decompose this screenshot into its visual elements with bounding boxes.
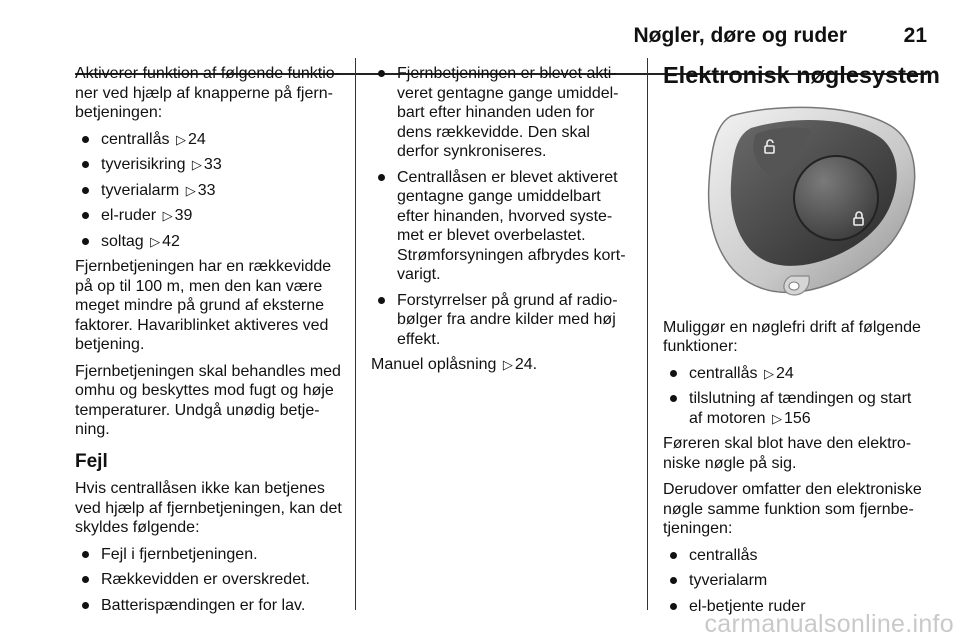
list-item: el-ruder ▷ 39	[75, 206, 347, 226]
arrow-ref-icon: ▷	[150, 233, 161, 249]
electronic-key-illustration	[691, 98, 941, 298]
arrow-ref-icon: ▷	[175, 131, 186, 147]
arrow-ref-icon: ▷	[162, 208, 173, 223]
bullet-icon	[82, 212, 89, 219]
bullet-icon	[378, 297, 385, 304]
arrow-ref-icon: ▷	[191, 157, 202, 172]
list-item: tilslutning af tændingen og start af motoren ▷ 156	[663, 389, 925, 428]
arrow-ref-icon: ▷	[502, 357, 513, 372]
bullet-icon	[82, 136, 89, 143]
bullet-icon	[670, 395, 677, 402]
driver-text: Føreren skal blot have den elektro-niske nøgle på sig.	[663, 435, 912, 472]
bullet-icon	[82, 602, 89, 609]
range-text: Fjernbetjeningen har en rækkevidde på op til 100 m, men den kan være meget mindre på grund af eksterne faktorer. Havariblinket aktiveres ved betjening.	[75, 258, 332, 353]
arrow-ref-icon: ▷	[771, 410, 782, 426]
bullet-icon	[378, 174, 385, 181]
column-2	[371, 64, 633, 382]
list-item: soltag ▷ 42	[75, 232, 347, 252]
function-list	[75, 130, 347, 252]
arrow-ref-icon: ▷	[185, 182, 196, 198]
column-divider-1	[355, 58, 356, 610]
list-item: tyverialarm	[663, 571, 925, 591]
fault-heading: Fejl	[75, 450, 108, 472]
list-item: Rækkevidden er overskredet.	[75, 570, 347, 590]
bullet-icon	[670, 603, 677, 610]
page-ref-link[interactable]: 42	[162, 232, 180, 250]
list-item: Fejl i fjernbetjeningen.	[75, 545, 347, 565]
page-header	[0, 24, 927, 52]
page-ref-link[interactable]: 33	[197, 181, 216, 199]
section-title: Elektronisk nøglesystem	[663, 62, 940, 88]
bullet-icon	[670, 577, 677, 584]
intro-text: Aktiverer funktion af følgende funktio-ner ved hjælp af knapperne på fjern-betjeningen:	[75, 65, 341, 121]
list-item: tyverisikring ▷ 33	[75, 155, 347, 175]
also-text: Derudover omfatter den elektroniske nøgle samme funktion som fjernbe-tjeningen:	[663, 481, 922, 537]
watermark: carmanualsonline.info	[704, 610, 954, 638]
keyless-intro: Muliggør en nøglefri drift af følgende funktioner:	[663, 318, 921, 355]
page-ref-link[interactable]: 39	[174, 207, 193, 224]
arrow-ref-icon: ▷	[763, 365, 774, 381]
page-ref-link[interactable]: 33	[203, 156, 222, 173]
list-item: centrallås	[663, 546, 925, 566]
key-fob-icon	[691, 98, 941, 298]
care-text: Fjernbetjeningen skal behandles med omhu og beskyttes mod fugt og høje temperaturer. Undgå unødig betje-ning.	[75, 362, 341, 438]
list-item: centrallås ▷ 24	[663, 364, 925, 384]
fault-cause-list-continued	[371, 64, 633, 349]
fault-cause-list	[75, 545, 347, 616]
column-divider-2	[647, 58, 648, 610]
page-ref-link[interactable]: 156	[783, 409, 811, 427]
also-function-list	[663, 546, 925, 617]
keyless-function-list	[663, 364, 925, 429]
chapter-title: Nøgler, døre og ruder	[633, 24, 847, 47]
list-item: tyverialarm ▷ 33	[75, 181, 347, 201]
bullet-icon	[82, 161, 89, 168]
bullet-icon	[378, 70, 385, 77]
bullet-icon	[82, 187, 89, 194]
fault-intro: Hvis centrallåsen ikke kan betjenes ved hjælp af fjernbetjeningen, kan det skyldes følgende:	[75, 480, 342, 536]
page-ref-link[interactable]: 24	[187, 130, 206, 148]
bullet-icon	[82, 238, 89, 245]
bullet-icon	[82, 576, 89, 583]
page-ref-link[interactable]: 24.	[514, 356, 538, 373]
bullet-icon	[670, 370, 677, 377]
list-item: centrallås ▷ 24	[75, 130, 347, 150]
bullet-icon	[670, 552, 677, 559]
page-number: 21	[903, 24, 927, 47]
column-3	[663, 62, 940, 622]
column-1	[75, 64, 347, 621]
page-ref-link[interactable]: 24	[775, 364, 794, 382]
list-item: Batterispændingen er for lav.	[75, 596, 347, 616]
manual-unlock-text: Manuel oplåsning ▷ 24.	[371, 356, 538, 373]
list-item: Forstyrrelser på grund af radio-bølger fra andre kilder med høj effekt.	[371, 291, 633, 350]
list-item: el-betjente ruder	[663, 597, 925, 617]
list-item: Centrallåsen er blevet aktiveret gentagne gange umiddelbart efter hinanden, hvorved syste-met er blevet overbelastet. Strømforsyningen afbrydes kort-varigt.	[371, 168, 633, 285]
list-item: Fjernbetjeningen er blevet akti-veret gentagne gange umiddel-bart efter hinanden uden for dens rækkevidde. Den skal derfor synkroniseres.	[371, 64, 633, 162]
bullet-icon	[82, 551, 89, 558]
